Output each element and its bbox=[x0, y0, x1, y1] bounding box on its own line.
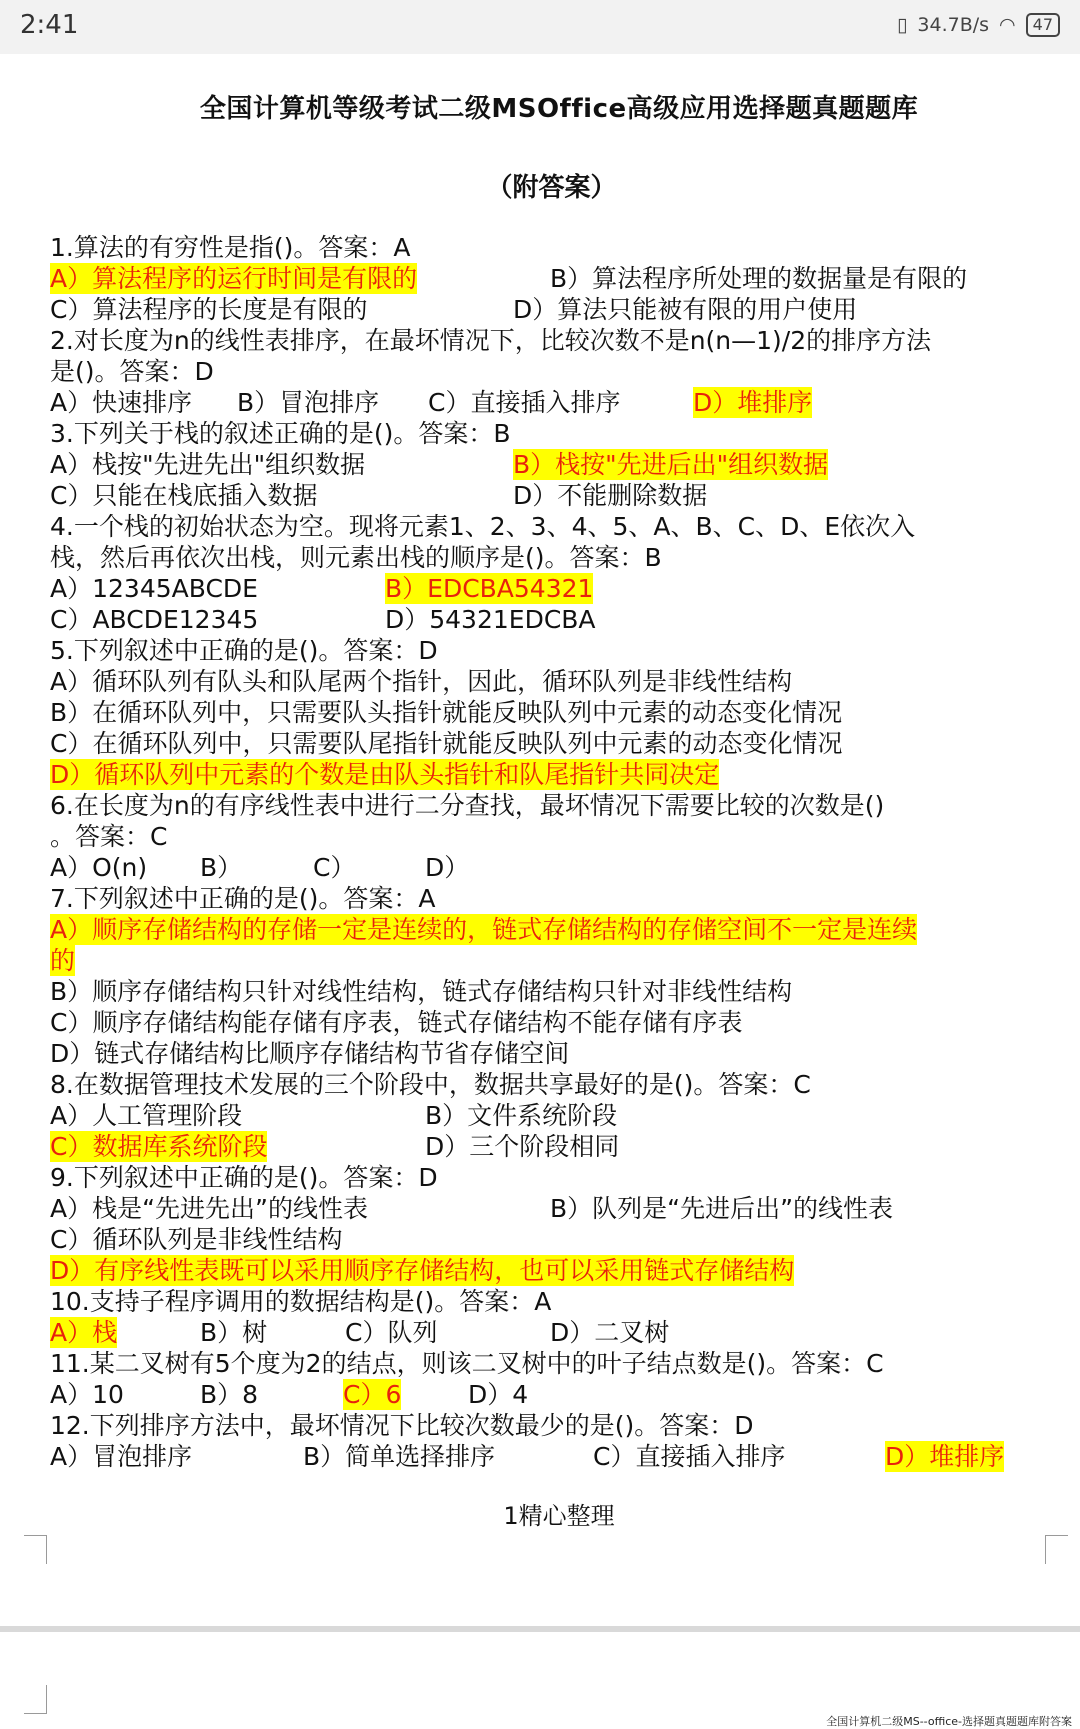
text-segment: C）ABCDE12345 bbox=[50, 605, 259, 634]
text-line bbox=[50, 1131, 1070, 1162]
answer-highlight: A）顺序存储结构的存储一定是连续的，链式存储结构的存储空间不一定是连续 bbox=[50, 915, 918, 944]
text-segment: C）直接插入排序 bbox=[428, 388, 621, 417]
text-line bbox=[50, 790, 1070, 821]
text-line bbox=[50, 263, 1070, 294]
text-segment: D）不能删除数据 bbox=[513, 481, 708, 510]
text-segment: D）算法只能被有限的用户使用 bbox=[513, 295, 858, 324]
text-segment: 栈，然后再依次出栈，则元素出栈的顺序是()。答案：B bbox=[50, 543, 662, 572]
text-segment: 4.一个栈的初始状态为空。现将元素1、2、3、4、5、A、B、C、D、E依次入 bbox=[50, 512, 916, 541]
text-segment: C）只能在栈底插入数据 bbox=[50, 481, 318, 510]
text-line bbox=[50, 573, 1070, 604]
text-line bbox=[50, 1100, 1070, 1131]
text-segment: C） bbox=[313, 853, 356, 882]
text-segment: A）O(n) bbox=[50, 853, 148, 882]
text-line bbox=[50, 480, 1070, 511]
text-segment: C）在循环队列中，只需要队尾指针就能反映队列中元素的动态变化情况 bbox=[50, 729, 843, 758]
text-line bbox=[50, 1193, 1070, 1224]
status-time: 2:41 bbox=[20, 10, 79, 40]
text-line bbox=[50, 542, 1070, 573]
text-segment: 7.下列叙述中正确的是()。答案：A bbox=[50, 884, 436, 913]
vibrate-icon: ▯ bbox=[896, 14, 908, 36]
text-segment: B）树 bbox=[200, 1318, 268, 1347]
text-line bbox=[50, 1069, 1070, 1100]
text-line bbox=[50, 604, 1070, 635]
answer-highlight: D）有序线性表既可以采用顺序存储结构，也可以采用链式存储结构 bbox=[50, 1256, 795, 1285]
text-line bbox=[50, 728, 1070, 759]
text-line bbox=[50, 666, 1070, 697]
text-line bbox=[50, 759, 1070, 790]
text-segment: 2.对长度为n的线性表排序，在最坏情况下，比较次数不是n(n—1)/2的排序方法 bbox=[50, 326, 932, 355]
text-segment: 8.在数据管理技术发展的三个阶段中，数据共享最好的是()。答案：C bbox=[50, 1070, 811, 1099]
text-segment: 9.下列叙述中正确的是()。答案：D bbox=[50, 1163, 438, 1192]
answer-highlight: B）EDCBA54321 bbox=[385, 574, 594, 603]
answer-highlight: 的 bbox=[50, 946, 76, 975]
text-segment: A）快速排序 bbox=[50, 388, 193, 417]
text-segment: B）队列是“先进后出”的线性表 bbox=[550, 1194, 894, 1223]
status-bar bbox=[0, 0, 1080, 54]
text-line bbox=[50, 1224, 1070, 1255]
text-segment: A）10 bbox=[50, 1380, 124, 1409]
text-segment: 12.下列排序方法中，最坏情况下比较次数最少的是()。答案：D bbox=[50, 1411, 754, 1440]
text-segment: D） bbox=[425, 853, 470, 882]
text-segment: B）顺序存储结构只针对线性结构，链式存储结构只针对非线性结构 bbox=[50, 977, 793, 1006]
text-segment: B）算法程序所处理的数据量是有限的 bbox=[550, 264, 968, 293]
battery-icon: 47 bbox=[1026, 13, 1060, 37]
answer-highlight: C）6 bbox=[343, 1380, 402, 1409]
answer-highlight: D）堆排序 bbox=[693, 388, 813, 417]
text-line bbox=[50, 635, 1070, 666]
text-line bbox=[50, 294, 1070, 325]
text-segment: 是()。答案：D bbox=[50, 357, 214, 386]
text-line bbox=[50, 852, 1070, 883]
text-segment: A）人工管理阶段 bbox=[50, 1101, 243, 1130]
text-segment: A）栈按"先进先出"组织数据 bbox=[50, 450, 366, 479]
status-icons bbox=[897, 13, 1060, 37]
text-segment: A）循环队列有队头和队尾两个指针，因此，循环队列是非线性结构 bbox=[50, 667, 793, 696]
text-line bbox=[50, 1317, 1070, 1348]
text-segment: 5.下列叙述中正确的是()。答案：D bbox=[50, 636, 438, 665]
text-segment: B）简单选择排序 bbox=[303, 1442, 496, 1471]
text-segment: D）二叉树 bbox=[550, 1318, 670, 1347]
text-segment: A）栈是“先进先出”的线性表 bbox=[50, 1194, 369, 1223]
text-line bbox=[50, 821, 1070, 852]
text-segment: B）在循环队列中，只需要队头指针就能反映队列中元素的动态变化情况 bbox=[50, 698, 843, 727]
text-segment: B）8 bbox=[200, 1380, 259, 1409]
text-line bbox=[50, 1286, 1070, 1317]
question-list bbox=[50, 232, 1070, 1472]
crop-mark bbox=[24, 1535, 47, 1564]
text-segment: D）54321EDCBA bbox=[385, 605, 596, 634]
text-line bbox=[50, 697, 1070, 728]
text-line bbox=[50, 945, 1070, 976]
text-segment: 3.下列关于栈的叙述正确的是()。答案：B bbox=[50, 419, 511, 448]
text-line bbox=[50, 1255, 1070, 1286]
text-segment: C）直接插入排序 bbox=[593, 1442, 786, 1471]
text-segment: C）队列 bbox=[345, 1318, 438, 1347]
text-line bbox=[50, 883, 1070, 914]
text-line bbox=[50, 356, 1070, 387]
text-segment: C）循环队列是非线性结构 bbox=[50, 1225, 343, 1254]
text-segment: B）冒泡排序 bbox=[237, 388, 380, 417]
answer-highlight: D）循环队列中元素的个数是由队头指针和队尾指针共同决定 bbox=[50, 760, 720, 789]
answer-highlight: C）数据库系统阶段 bbox=[50, 1132, 268, 1161]
text-line bbox=[50, 511, 1070, 542]
text-line bbox=[50, 449, 1070, 480]
answer-highlight: B）栈按"先进后出"组织数据 bbox=[513, 450, 829, 479]
page-footer: 1精心整理 bbox=[503, 1502, 615, 1530]
text-line bbox=[50, 1410, 1070, 1441]
text-segment: 11.某二叉树有5个度为2的结点，则该二叉树中的叶子结点数是()。答案：C bbox=[50, 1349, 884, 1378]
text-segment: B） bbox=[200, 853, 243, 882]
text-segment: C）算法程序的长度是有限的 bbox=[50, 295, 368, 324]
answer-highlight: A）算法程序的运行时间是有限的 bbox=[50, 264, 418, 293]
text-line bbox=[50, 232, 1070, 263]
network-speed: 34.7B/s bbox=[917, 14, 990, 36]
crop-mark bbox=[24, 1685, 47, 1714]
text-line bbox=[50, 1162, 1070, 1193]
text-segment: 1.算法的有穷性是指()。答案：A bbox=[50, 233, 411, 262]
document-subtitle: （附答案） bbox=[486, 173, 617, 203]
answer-highlight: D）堆排序 bbox=[885, 1442, 1005, 1471]
text-segment: C）顺序存储结构能存储有序表，链式存储结构不能存储有序表 bbox=[50, 1008, 743, 1037]
text-segment: 10.支持子程序调用的数据结构是()。答案：A bbox=[50, 1287, 552, 1316]
text-line bbox=[50, 387, 1070, 418]
text-segment: 。答案：C bbox=[50, 822, 168, 851]
text-line bbox=[50, 325, 1070, 356]
wifi-icon: ◠ bbox=[999, 14, 1016, 36]
document-title: 全国计算机等级考试二级MSOffice高级应用选择题真题题库 bbox=[199, 94, 919, 124]
text-line bbox=[50, 1348, 1070, 1379]
answer-highlight: A）栈 bbox=[50, 1318, 118, 1347]
text-segment: 6.在长度为n的有序线性表中进行二分查找，最坏情况下需要比较的次数是() bbox=[50, 791, 885, 820]
text-segment: D）4 bbox=[468, 1380, 529, 1409]
text-segment: B）文件系统阶段 bbox=[425, 1101, 618, 1130]
next-page-header: 全国计算机二级MS--office-选择题真题题库附答案 bbox=[826, 1715, 1072, 1728]
text-line bbox=[50, 1379, 1070, 1410]
text-line bbox=[50, 418, 1070, 449]
text-line bbox=[50, 1038, 1070, 1069]
text-segment: A）冒泡排序 bbox=[50, 1442, 193, 1471]
text-segment: A）12345ABCDE bbox=[50, 574, 258, 603]
text-line bbox=[50, 914, 1070, 945]
page-divider bbox=[0, 1626, 1080, 1632]
text-segment: D）三个阶段相同 bbox=[425, 1132, 620, 1161]
crop-mark bbox=[1045, 1535, 1068, 1564]
text-line bbox=[50, 1007, 1070, 1038]
text-line bbox=[50, 976, 1070, 1007]
text-line bbox=[50, 1441, 1070, 1472]
text-segment: D）链式存储结构比顺序存储结构节省存储空间 bbox=[50, 1039, 570, 1068]
